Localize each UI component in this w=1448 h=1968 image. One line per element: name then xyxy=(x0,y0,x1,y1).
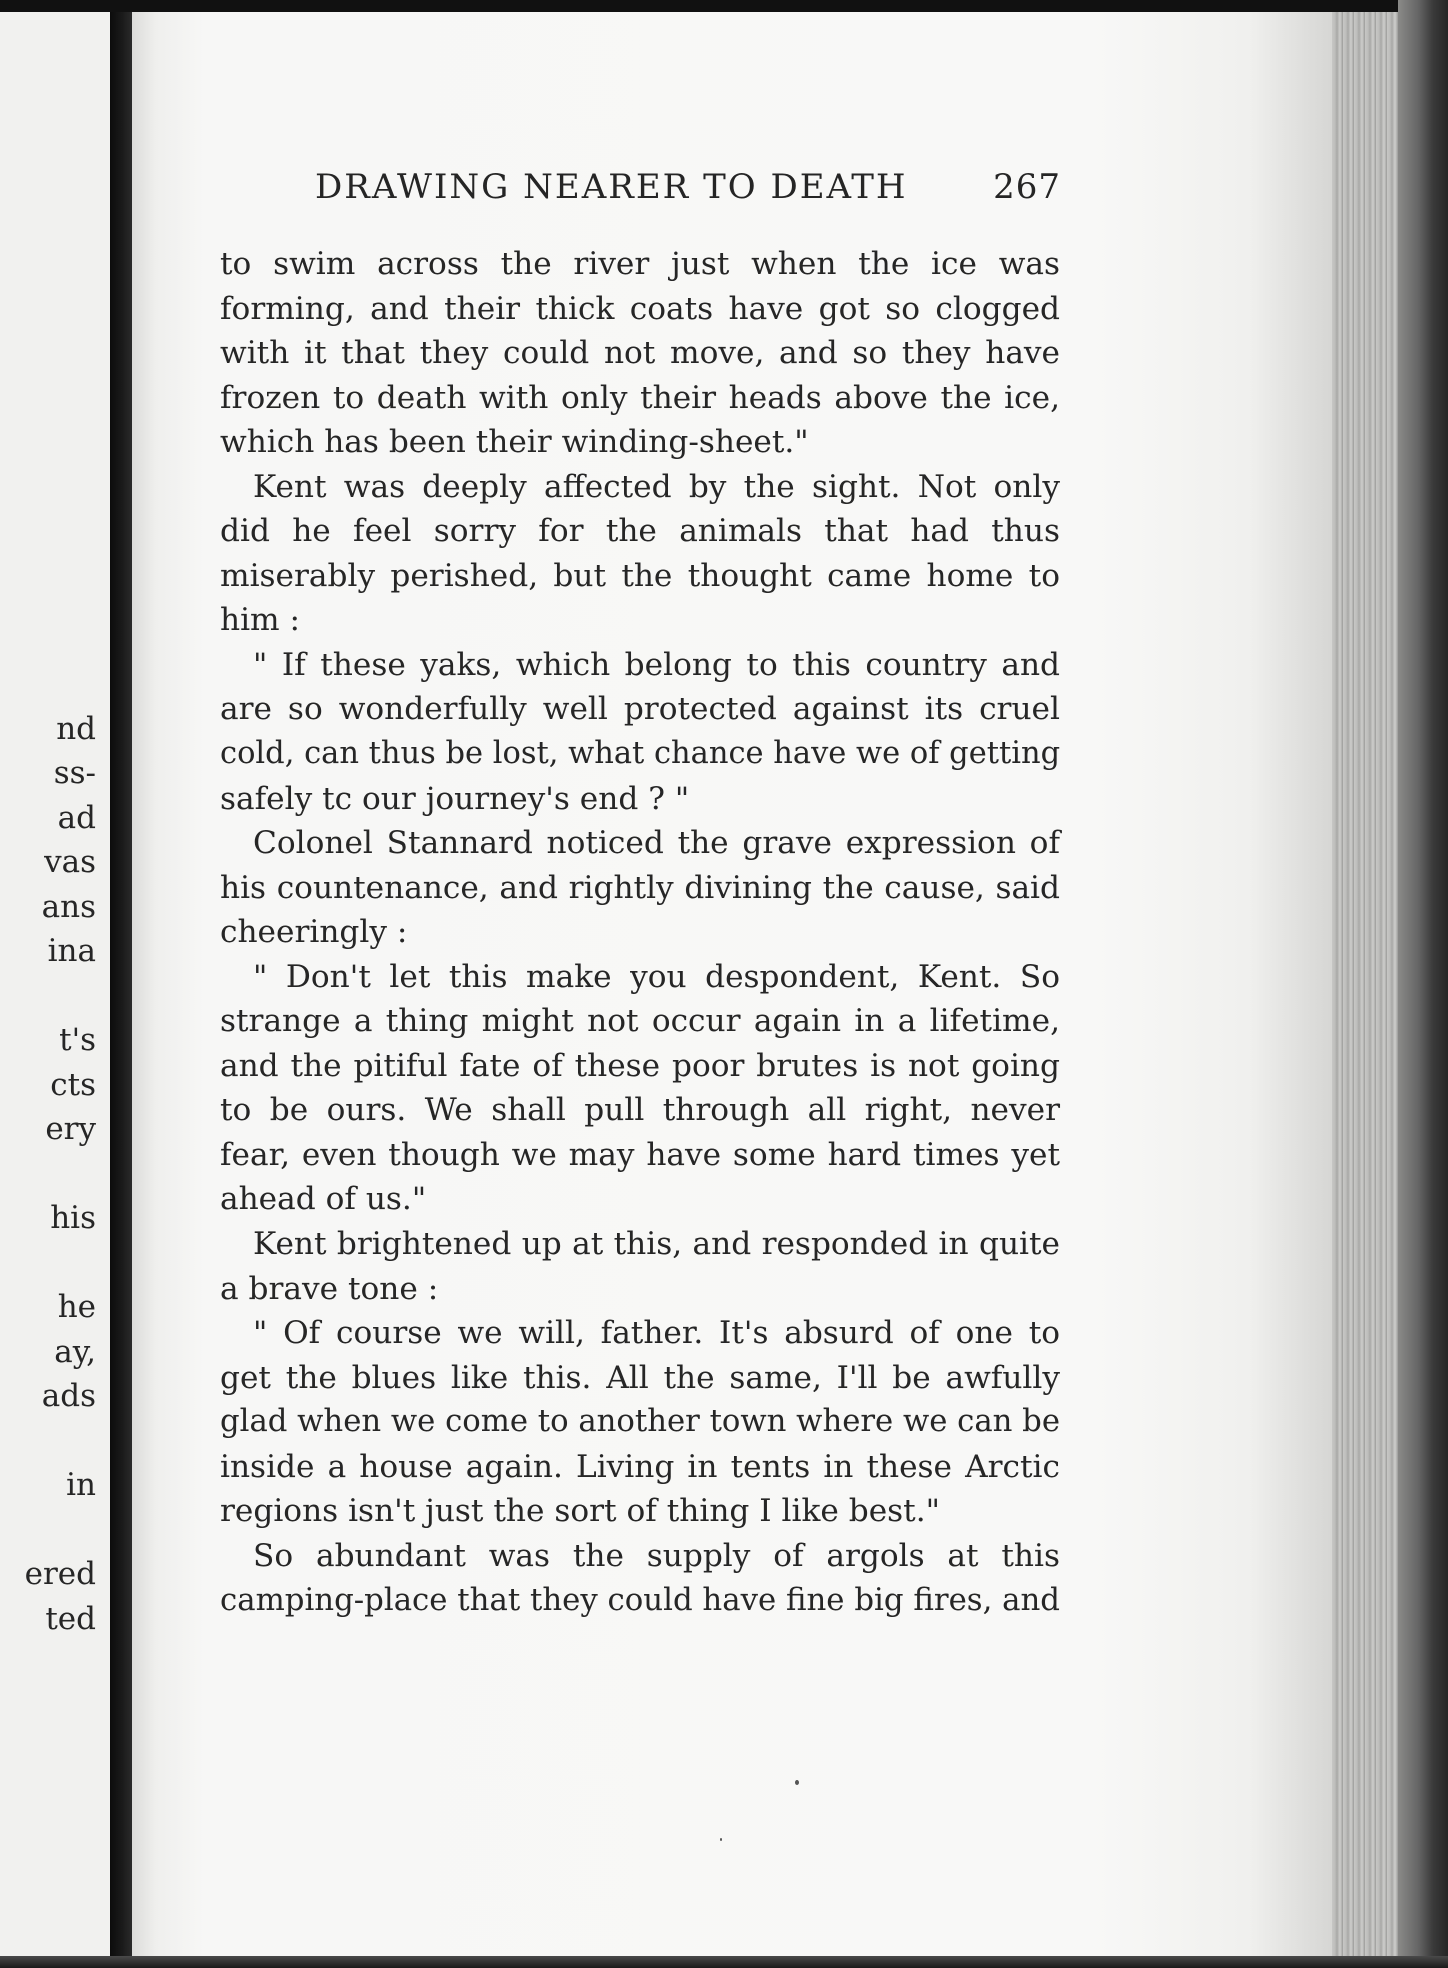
text-line: miserably perished, but the thought came home to xyxy=(220,557,1060,594)
paper-speck xyxy=(795,1780,799,1785)
text-line: frozen to death with only their heads above the ice, xyxy=(220,379,1060,416)
left-fragment: ad xyxy=(57,800,96,836)
left-fragment: cts xyxy=(50,1067,96,1103)
text-line: get the blues like this. All the same, I'll be awfully xyxy=(220,1359,1060,1396)
text-line: forming, and their thick coats have got so clogged xyxy=(220,290,1060,327)
text-line: cheeringly : xyxy=(220,914,408,951)
left-fragment: ads xyxy=(41,1378,96,1414)
left-fragment: ery xyxy=(45,1111,96,1147)
text-line: Kent brightened up at this, and responded in quite xyxy=(253,1226,1060,1263)
book-gutter xyxy=(110,12,132,1958)
text-line: a brave tone : xyxy=(220,1270,439,1307)
book-cover-edge xyxy=(1398,0,1448,1968)
page-number: 267 xyxy=(993,167,1061,207)
text-line: fear, even though we may have some hard times yet xyxy=(220,1136,1060,1173)
text-line: " Of course we will, father. It's absurd of one to xyxy=(253,1315,1060,1352)
body-text xyxy=(220,242,1060,1623)
text-line: did he feel sorry for the animals that had thus xyxy=(220,513,1060,550)
text-line: Kent was deeply affected by the sight. Not only xyxy=(253,468,1060,505)
text-line: glad when we come to another town where we can be xyxy=(220,1404,1060,1440)
text-line: and the pitiful fate of these poor brutes is not going xyxy=(220,1047,1060,1084)
chapter-title: DRAWING NEARER TO DEATH xyxy=(315,167,908,207)
text-line: " If these yaks, which belong to this country and xyxy=(253,646,1060,683)
left-fragment: his xyxy=(50,1200,96,1236)
text-line: regions isn't just the sort of thing I like best." xyxy=(220,1493,940,1530)
left-fragment: ans xyxy=(41,889,96,925)
text-line: strange a thing might not occur again in a lifetime, xyxy=(220,1003,1060,1040)
left-fragment: he xyxy=(57,1289,96,1325)
text-line: safely tc our journey's end ? " xyxy=(220,780,690,817)
left-fragment: ered xyxy=(24,1556,96,1592)
text-line: his countenance, and rightly divining the cause, said xyxy=(220,869,1060,906)
left-fragment: vas xyxy=(44,844,96,880)
left-fragment: ss- xyxy=(53,755,96,791)
text-line: to swim across the river just when the ice was xyxy=(220,246,1060,282)
left-fragment: in xyxy=(66,1467,96,1503)
left-fragment: ina xyxy=(47,933,96,969)
text-line: " Don't let this make you despondent, Kent. So xyxy=(253,958,1060,995)
left-page-text-fragments xyxy=(0,12,110,1958)
text-line: inside a house again. Living in tents in these Arctic xyxy=(220,1448,1060,1485)
text-line: Colonel Stannard noticed the grave expression of xyxy=(253,825,1060,862)
left-fragment: nd xyxy=(56,711,96,747)
left-page xyxy=(0,12,110,1958)
text-line: cold, can thus be lost, what chance have we of getting xyxy=(220,736,1061,772)
left-fragment: ted xyxy=(45,1601,96,1637)
text-line: which has been their winding-sheet." xyxy=(220,424,809,461)
text-line: So abundant was the supply of argols at this xyxy=(253,1537,1060,1574)
text-line: him : xyxy=(220,602,301,639)
left-fragment: ay, xyxy=(54,1334,96,1370)
text-line: ahead of us." xyxy=(220,1181,427,1218)
paper-speck xyxy=(720,1838,722,1841)
text-line: are so wonderfully well protected against its cruel xyxy=(220,691,1060,728)
bottom-shadow xyxy=(0,1956,1448,1968)
text-line: with it that they could not move, and so they have xyxy=(220,335,1060,372)
left-fragment: t's xyxy=(59,1022,96,1058)
text-line: camping-place that they could have fine big fires, and xyxy=(220,1582,1060,1619)
running-head xyxy=(315,167,1065,217)
text-line: to be ours. We shall pull through all right, never xyxy=(220,1092,1060,1129)
